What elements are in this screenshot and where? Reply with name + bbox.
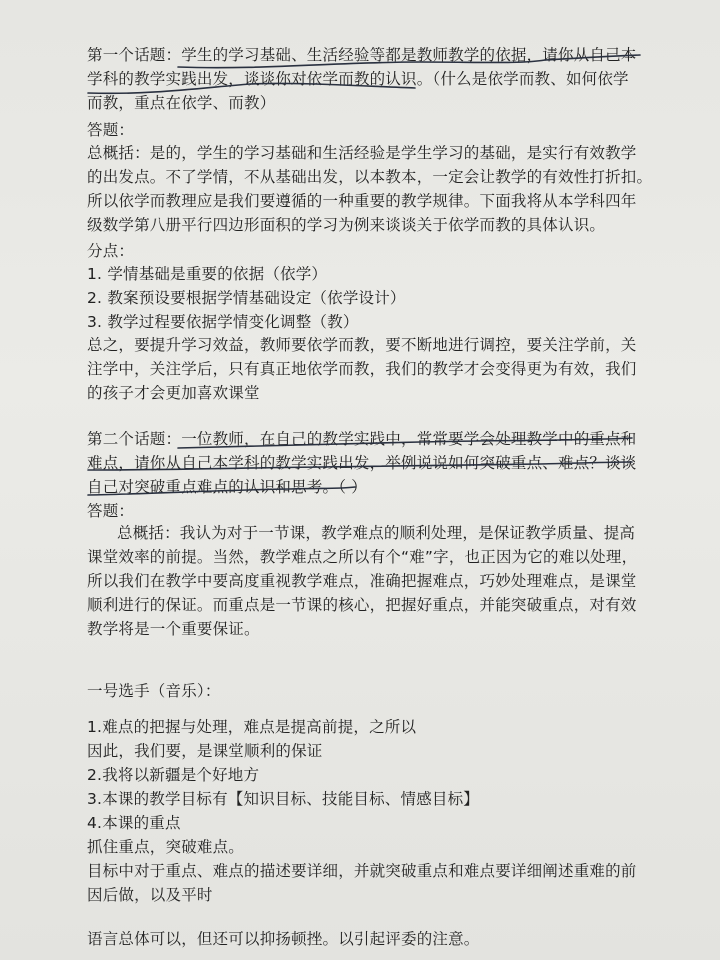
note-2: 2.我将以新疆是个好地方 xyxy=(87,766,260,784)
point-3: 3. 教学过程要依据学情变化调整（教） xyxy=(87,313,359,331)
topic2-line1: 第二个话题：一位教师，在自己的教学实践中，常常要学会处理教学中的重点和 xyxy=(87,430,637,448)
note-4-detail: 抓住重点，突破难点。 xyxy=(87,838,245,856)
contestant-heading: 一号选手（音乐）： xyxy=(87,682,221,700)
summary2-line2: 课堂效率的前提。当然，教学难点之所以有个“难”字，也正因为它的难以处理， xyxy=(87,548,638,566)
note-5-line1: 目标中对于重点、难点的描述要详细，并就突破重点和难点要详细阐述重难的前 xyxy=(87,862,637,880)
point-1: 1. 学情基础是重要的依据（依学） xyxy=(87,265,328,283)
topic1-line3: 而教，重点在依学、而教） xyxy=(87,94,276,112)
summary1-line4: 级数学第八册平行四边形面积的学习为例来谈谈关于依学而教的具体认识。 xyxy=(87,216,606,234)
final-comment: 语言总体可以，但还可以抑扬顿挫。以引起评委的注意。 xyxy=(87,930,480,948)
summary1-line3: 所以依学而教理应是我们要遵循的一种重要的教学规律。下面我将从本学科四年 xyxy=(87,192,637,210)
point-2: 2. 教案预设要根据学情基础设定（依学设计） xyxy=(87,289,406,307)
note-4: 4.本课的重点 xyxy=(87,814,181,832)
topic2-line2: 难点，请你从自己本学科的教学实践出发，举例说说如何突破重点、难点？谈谈 xyxy=(87,454,637,472)
topic2-line3: 自己对突破重点难点的认识和思考。（ ） xyxy=(87,478,367,496)
summary2-line1: 总概括：我认为对于一节课，教学难点的顺利处理，是保证教学质量、提高 xyxy=(117,524,636,542)
summary1-line1: 总概括：是的，学生的学习基础和生活经验是学生学习的基础，是实行有效教学 xyxy=(87,144,637,162)
note-1: 1.难点的把握与处理，难点是提高前提，之所以 xyxy=(87,718,417,736)
answer-label-1: 答题： xyxy=(87,121,135,139)
conclusion1-line1: 总之，要提升学习效益，教师要依学而教，要不断地进行调控，要关注学前，关 xyxy=(87,336,637,354)
summary2-line3: 所以我们在教学中要高度重视教学难点，准确把握难点，巧妙处理难点，是课堂 xyxy=(87,572,637,590)
summary2-line5: 教学将是一个重要保证。 xyxy=(87,620,260,638)
summary2-line4: 顺利进行的保证。而重点是一节课的核心，把握好重点，并能突破重点，对有效 xyxy=(87,596,637,614)
note-3: 3.本课的教学目标有【知识目标、技能目标、情感目标】 xyxy=(87,790,479,808)
points-label: 分点： xyxy=(87,242,135,260)
conclusion1-line3: 的孩子才会更加喜欢课堂 xyxy=(87,384,260,402)
conclusion1-line2: 注学中，关注学后，只有真正地依学而教，我们的教学才会变得更为有效，我们 xyxy=(87,360,637,378)
note-5-line2: 因后做，以及平时 xyxy=(87,886,213,904)
topic1-line2: 学科的教学实践出发，谈谈你对依学而教的认识。（什么是依学而教、如何依学 xyxy=(87,70,629,88)
note-1-cont: 因此，我们要，是课堂顺利的保证 xyxy=(87,742,323,760)
topic1-line1: 第一个话题：学生的学习基础、生活经验等都是教师教学的依据，请你从自己本 xyxy=(87,46,637,64)
summary1-line2: 的出发点。不了学情，不从基础出发，以本教本，一定会让教学的有效性打折扣。 xyxy=(87,168,653,186)
answer-label-2: 答题： xyxy=(87,502,135,520)
